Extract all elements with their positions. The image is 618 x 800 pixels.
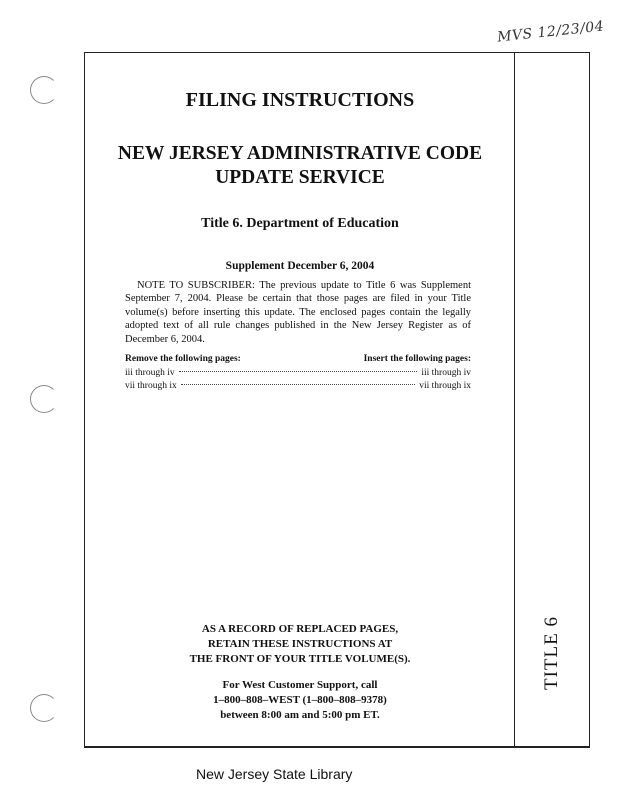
customer-support [88, 678, 512, 723]
record-instructions [88, 622, 512, 667]
library-stamp: New Jersey State Library [196, 766, 353, 782]
record-line-1: AS A RECORD OF REPLACED PAGES, [201, 623, 399, 635]
binder-hole-top [30, 76, 58, 104]
remove-header: Remove the following pages: [125, 354, 241, 364]
dot-leader [179, 371, 418, 372]
insert-pages: iii through iv [421, 368, 471, 378]
subscriber-note: NOTE TO SUBSCRIBER: The previous update to Title 6 was Supplement September 7, 2004. Please be certain that those pages are filed in your Title volume(s) before inserting this update. The enclosed pages contain the legally adopted text of all rule changes published in the New Jersey Register as of December 6, 2004. [125, 280, 471, 345]
insert-pages: vii through ix [419, 381, 471, 391]
remove-pages: iii through iv [125, 368, 175, 378]
frame-double-rule [84, 747, 590, 748]
code-heading-line2: UPDATE SERVICE [215, 167, 385, 188]
record-line-3: THE FRONT OF YOUR TITLE VOLUME(S). [189, 653, 411, 665]
remove-pages: vii through ix [125, 381, 177, 391]
code-heading-line1: NEW JERSEY ADMINISTRATIVE CODE [117, 143, 483, 164]
dot-leader [181, 384, 416, 385]
support-phone: 1–800–808–WEST (1–800–808–9378) [213, 694, 387, 706]
insert-header: Insert the following pages: [363, 354, 471, 364]
table-row [125, 381, 471, 393]
page-title: FILING INSTRUCTIONS [185, 89, 415, 111]
table-row [125, 368, 471, 380]
title-heading: Title 6. Department of Education [201, 216, 399, 231]
supplement-heading: Supplement December 6, 2004 [225, 260, 375, 272]
code-heading [88, 142, 512, 190]
binder-hole-bottom [30, 694, 58, 722]
handwritten-date-note: MVS 12/23/04 [496, 18, 605, 46]
pages-table-header [125, 354, 471, 364]
record-line-2: RETAIN THESE INSTRUCTIONS AT [207, 638, 393, 650]
support-hours: between 8:00 am and 5:00 pm ET. [220, 709, 380, 721]
title-tab [512, 598, 592, 708]
title-tab-label: TITLE 6 [540, 615, 562, 691]
binder-hole-middle [30, 385, 58, 413]
support-line-1: For West Customer Support, call [222, 679, 378, 691]
